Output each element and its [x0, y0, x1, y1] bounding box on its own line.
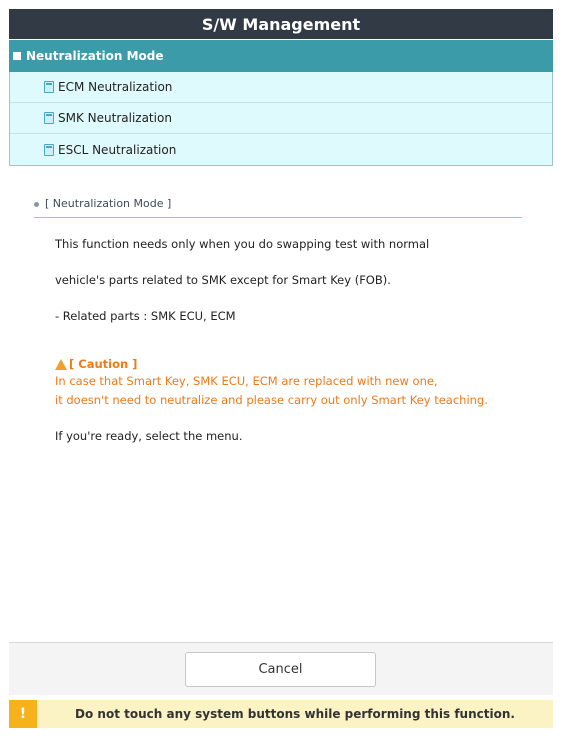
menu-item-smk-neutralization[interactable] [10, 103, 552, 134]
cancel-button[interactable]: Cancel [185, 652, 376, 687]
document-icon [44, 112, 54, 124]
exclamation-icon: ! [9, 700, 37, 728]
ready-text: If you're ready, select the menu. [55, 429, 243, 443]
section-title-text: [ Neutralization Mode ] [45, 197, 172, 210]
menu-header-label: Neutralization Mode [26, 49, 164, 63]
square-bullet-icon [13, 52, 21, 60]
section-title [34, 197, 522, 218]
warning-icon [55, 359, 67, 370]
description-line-2: vehicle's parts related to SMK except for Smart Key (FOB). [55, 273, 391, 287]
caution-title [55, 357, 137, 371]
menu-item-label: ESCL Neutralization [58, 142, 177, 157]
related-parts-text: - Related parts : SMK ECU, ECM [55, 309, 236, 323]
notice-bar [9, 700, 553, 728]
menu-header-neutralization-mode[interactable] [9, 40, 553, 72]
menu-list [9, 72, 553, 166]
menu-item-label: ECM Neutralization [58, 80, 173, 94]
bullet-icon [34, 202, 39, 207]
menu-item-ecm-neutralization[interactable] [10, 72, 552, 103]
notice-text: Do not touch any system buttons while performing this function. [75, 707, 515, 721]
caution-title-text: [ Caution ] [69, 357, 138, 371]
document-icon [44, 144, 54, 156]
description-line-1: This function needs only when you do swapping test with normal [55, 237, 430, 251]
caution-line-2: it doesn't need to neutralize and please carry out only Smart Key teaching. [55, 393, 488, 407]
document-icon [44, 81, 54, 93]
window-title: S/W Management [9, 9, 553, 39]
menu-item-label: SMK Neutralization [58, 111, 172, 125]
menu-item-escl-neutralization[interactable] [10, 134, 552, 165]
caution-line-1: In case that Smart Key, SMK ECU, ECM are replaced with new one, [55, 374, 438, 388]
